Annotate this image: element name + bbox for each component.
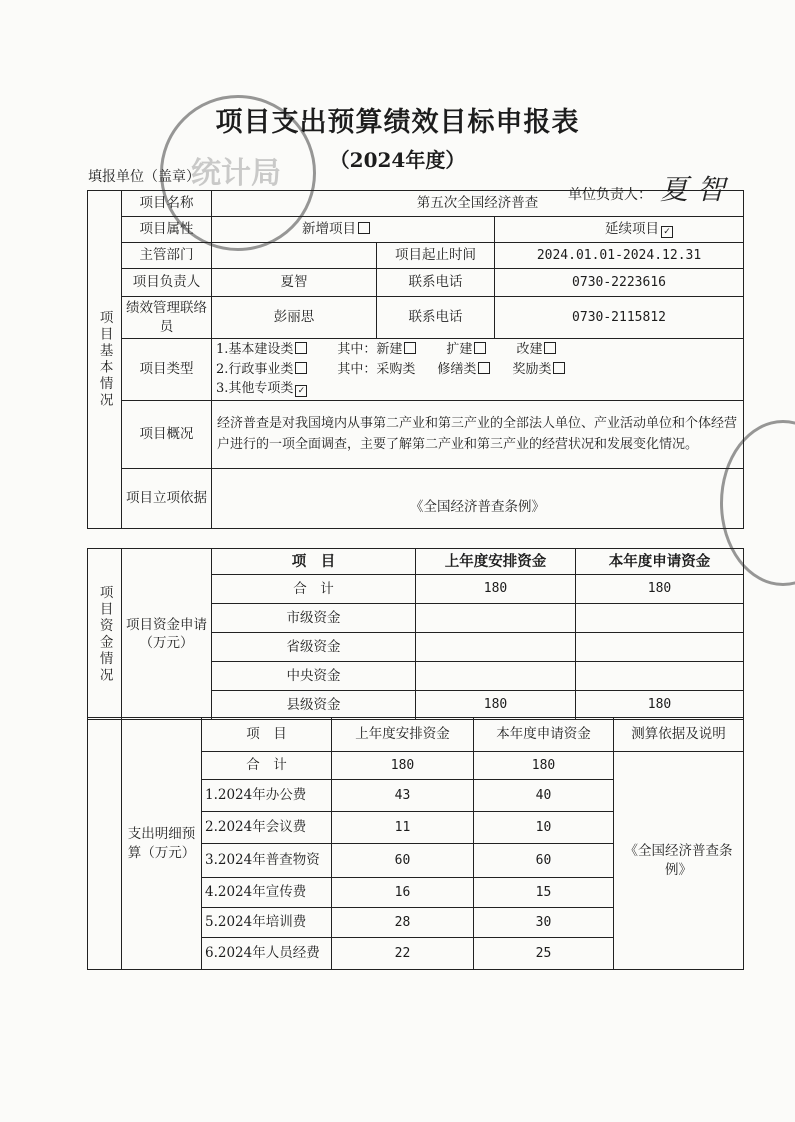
- fund-row-last: 180: [416, 575, 576, 604]
- fund-table: [87, 548, 744, 720]
- col-this: 本年度申请资金: [576, 549, 744, 575]
- fund-row-last: 180: [416, 691, 576, 720]
- perf-label: 绩效管理联络员: [122, 297, 212, 339]
- detail-row-this: 60: [474, 844, 614, 878]
- overview-value: 经济普查是对我国境内从事第二产业和第三产业的全部法人单位、产业活动单位和个体经营户进行的一项全面调查，主要了解第二产业和第三产业的经营状况和发展变化情况。: [212, 401, 744, 469]
- type-row2-d: 奖励类: [512, 361, 552, 377]
- basic-info-table: [87, 190, 744, 529]
- page-title: 项目支出预算绩效目标申报表: [215, 107, 580, 138]
- checkbox-icon: [544, 342, 556, 354]
- detail-row-last: 22: [332, 938, 474, 970]
- attr-new-text: 新增项目: [302, 221, 356, 238]
- checkbox-icon: [358, 222, 370, 234]
- unit-label: 填报单位（盖章）: [88, 169, 200, 185]
- type-row1-b: 其中：新建: [337, 342, 403, 358]
- name-value: 第五次全国经济普查: [212, 191, 744, 217]
- phone-label: 联系电话: [377, 269, 495, 297]
- manager-value: 夏智: [212, 269, 377, 297]
- basic-section-label: 项目基本情况: [88, 191, 122, 529]
- dept-label: 主管部门: [122, 243, 212, 269]
- fund-section-label: 项目资金情况: [88, 549, 122, 720]
- detail-row-last: 43: [332, 780, 474, 812]
- leader-signature: 夏 智: [660, 173, 725, 206]
- detail-row-label: 3.2024年普查物资: [202, 844, 332, 878]
- col-last: 上年度安排资金: [416, 549, 576, 575]
- type-row2-b: 其中：采购类: [337, 361, 416, 377]
- fund-row-last: [416, 604, 576, 633]
- checkbox-icon: [404, 342, 416, 354]
- detail-row-label: 4.2024年宣传费: [202, 878, 332, 908]
- perf-value: 彭丽思: [212, 297, 377, 339]
- fund-row-this: 180: [576, 575, 744, 604]
- manager-phone: 0730-2223616: [495, 269, 744, 297]
- detail-col-this: 本年度申请资金: [474, 718, 614, 752]
- detail-row-this: 30: [474, 908, 614, 938]
- detail-row-label: 合 计: [202, 752, 332, 780]
- type-row3-a: 3.其他专项类: [216, 381, 294, 397]
- detail-basis-value: 《全国经济普查条例》: [614, 752, 744, 970]
- detail-row-this: 40: [474, 780, 614, 812]
- type-options: [212, 339, 744, 401]
- seal-text: 统计局: [191, 156, 281, 191]
- fund-row-this: [576, 633, 744, 662]
- type-row2-c: 修缮类: [437, 361, 477, 377]
- type-row1-c: 扩建: [446, 342, 473, 358]
- checkbox-icon: [295, 362, 307, 374]
- basis-label: 项目立项依据: [122, 469, 212, 529]
- fund-row-last: [416, 662, 576, 691]
- checkbox-icon: [478, 362, 490, 374]
- leader-label: 单位负责人：: [568, 187, 652, 203]
- attr-label: 项目属性: [122, 217, 212, 243]
- detail-row-this: 180: [474, 752, 614, 780]
- detail-label: 支出明细预算（万元）: [122, 718, 202, 970]
- fund-row-this: 180: [576, 691, 744, 720]
- fund-row-this: [576, 662, 744, 691]
- perf-phone-label: 联系电话: [377, 297, 495, 339]
- attr-new: [212, 217, 495, 243]
- period-value: 2024.01.01-2024.12.31: [495, 243, 744, 269]
- type-row1-d: 改建: [516, 342, 543, 358]
- detail-row-this: 15: [474, 878, 614, 908]
- checkbox-icon: [553, 362, 565, 374]
- detail-row-label: 2.2024年会议费: [202, 812, 332, 844]
- manager-label: 项目负责人: [122, 269, 212, 297]
- checkbox-icon: [295, 342, 307, 354]
- dept-value: [212, 243, 377, 269]
- checked-checkbox-icon: ✓: [295, 385, 307, 397]
- col-item: 项 目: [212, 549, 416, 575]
- fund-row-label: 中央资金: [212, 662, 416, 691]
- fund-row-label: 市级资金: [212, 604, 416, 633]
- attr-cont: [495, 217, 744, 243]
- fund-row-this: [576, 604, 744, 633]
- fund-row-label: 省级资金: [212, 633, 416, 662]
- basis-value: 《全国经济普查条例》: [212, 469, 744, 529]
- type-row1-a: 1.基本建设类: [216, 342, 294, 358]
- detail-row-label: 1.2024年办公费: [202, 780, 332, 812]
- detail-row-last: 180: [332, 752, 474, 780]
- page-subtitle: （2024年度）: [329, 148, 466, 172]
- name-label: 项目名称: [122, 191, 212, 217]
- attr-cont-text: 延续项目: [605, 221, 659, 238]
- detail-row-last: 16: [332, 878, 474, 908]
- perf-phone: 0730-2115812: [495, 297, 744, 339]
- checked-checkbox-icon: ✓: [661, 226, 673, 238]
- detail-row-label: 6.2024年人员经费: [202, 938, 332, 970]
- fund-row-label: 合 计: [212, 575, 416, 604]
- fund-row-label: 县级资金: [212, 691, 416, 720]
- detail-table: [87, 717, 744, 970]
- fund-section-continued: [88, 718, 122, 970]
- overview-label: 项目概况: [122, 401, 212, 469]
- detail-row-this: 10: [474, 812, 614, 844]
- checkbox-icon: [474, 342, 486, 354]
- period-label: 项目起止时间: [377, 243, 495, 269]
- detail-row-last: 60: [332, 844, 474, 878]
- detail-col-basis: 测算依据及说明: [614, 718, 744, 752]
- detail-col-item: 项 目: [202, 718, 332, 752]
- detail-row-last: 28: [332, 908, 474, 938]
- detail-row-label: 5.2024年培训费: [202, 908, 332, 938]
- detail-row-this: 25: [474, 938, 614, 970]
- detail-col-last: 上年度安排资金: [332, 718, 474, 752]
- detail-row-last: 11: [332, 812, 474, 844]
- type-label: 项目类型: [122, 339, 212, 401]
- apply-label: 项目资金申请（万元）: [122, 549, 212, 720]
- type-row2-a: 2.行政事业类: [216, 361, 294, 377]
- fund-row-last: [416, 633, 576, 662]
